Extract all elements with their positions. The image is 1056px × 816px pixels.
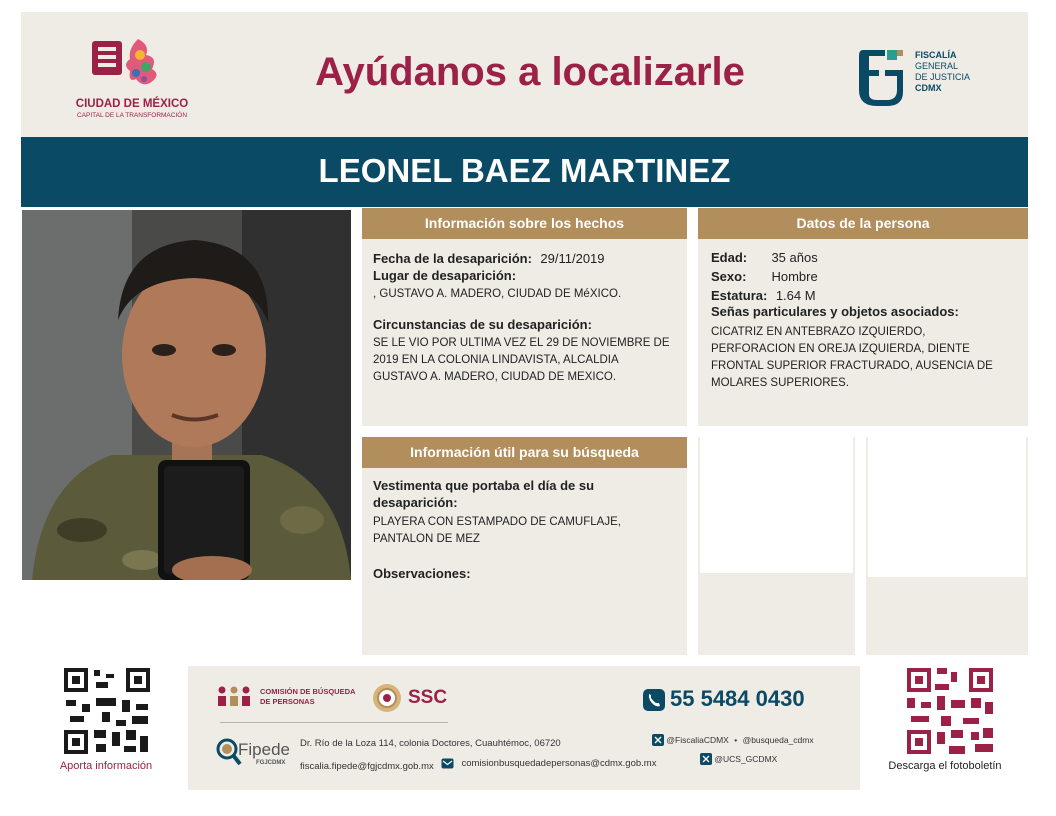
qr-code-icon xyxy=(62,666,152,756)
phone-icon xyxy=(642,688,666,712)
social-row-2 xyxy=(700,753,777,765)
fgj-line-4: CDMX xyxy=(915,83,942,93)
footer-divider xyxy=(220,722,448,723)
circunstancias-line-1: SE LE VIO POR ULTIMA VEZ EL 29 DE NOVIEMBRE DE xyxy=(373,337,670,349)
email-comision[interactable] xyxy=(441,755,656,773)
lugar-value: , GUSTAVO A. MADERO, CIUDAD DE MéXICO. xyxy=(373,288,622,300)
cdmx-logo xyxy=(72,35,192,119)
ssc-label: SSC xyxy=(408,687,448,708)
fgj-line-3: DE JUSTICIA xyxy=(915,72,971,82)
qr-left-caption: Aporta información xyxy=(59,760,153,772)
senas-line-1: CICATRIZ EN ANTEBRAZO IZQUIERDO, xyxy=(711,326,926,338)
sexo-label: Sexo: xyxy=(711,269,747,284)
social-separator: • xyxy=(734,735,738,745)
estatura-label: Estatura: xyxy=(711,288,768,303)
vestimenta-label-line-2: desaparición: xyxy=(373,495,458,510)
fgj-line-2: GENERAL xyxy=(915,61,959,71)
circunstancias-line-3: GUSTAVO A. MADERO, CIUDAD DE MEXICO. xyxy=(373,371,617,383)
person-photo xyxy=(22,210,351,580)
person-name: LEONEL BAEZ MARTINEZ xyxy=(318,152,731,189)
fipede-name: Fipede xyxy=(238,740,290,759)
social-ucs[interactable]: @UCS_GCDMX xyxy=(714,754,778,764)
lugar-label: Lugar de desaparición: xyxy=(373,268,517,283)
fipede-logo xyxy=(216,738,296,774)
qr-aporta-informacion[interactable] xyxy=(62,666,152,756)
senas-line-3: FRONTAL SUPERIOR FRACTURADO, AUSENCIA DE xyxy=(711,360,993,372)
senas-line-4: MOLARES SUPERIORES. xyxy=(711,377,850,389)
social-row-1 xyxy=(652,734,814,746)
senas-label: Señas particulares y objetos asociados: xyxy=(711,304,959,319)
x-social-icon xyxy=(652,734,664,746)
circunstancias-label: Circunstancias de su desaparición: xyxy=(373,317,592,332)
comision-logo xyxy=(218,686,363,710)
fecha-label: Fecha de la desaparición: xyxy=(373,251,532,266)
hechos-heading: Información sobre los hechos xyxy=(362,208,687,239)
fgj-emblem-icon xyxy=(855,46,907,106)
social-fiscalia[interactable]: @FiscaliaCDMX xyxy=(666,735,729,745)
extra-photo-slot-2 xyxy=(866,437,1028,655)
person-portrait-image xyxy=(22,210,351,580)
qr-right-caption: Descarga el fotoboletín xyxy=(888,760,1002,772)
fecha-value: 29/11/2019 xyxy=(540,251,605,266)
vestimenta-line-2: PANTALON DE MEZ xyxy=(373,533,480,545)
fgj-logo xyxy=(855,46,985,110)
email-icon xyxy=(441,758,454,769)
estatura-value: 1.64 M xyxy=(775,288,816,303)
social-busqueda[interactable]: @busqueda_cdmx xyxy=(742,735,814,745)
circunstancias-line-2: 2019 EN LA COLONIA LINDAVISTA, ALCALDIA xyxy=(373,354,619,366)
comision-line-1: COMISIÓN DE BÚSQUEDA xyxy=(260,687,356,696)
x-social-icon xyxy=(700,753,712,765)
comision-busqueda-icon xyxy=(218,686,252,708)
email-fipede-text: fiscalia.fipede@fgjcdmx.gob.mx xyxy=(300,761,434,772)
cdmx-emblem-icon xyxy=(72,35,192,91)
util-heading: Información útil para su búsqueda xyxy=(362,437,687,468)
fgj-line-1: FISCALÍA xyxy=(915,50,957,60)
ssc-logo xyxy=(372,683,452,713)
comision-line-2: DE PERSONAS xyxy=(260,697,315,706)
observaciones-label: Observaciones: xyxy=(373,566,471,581)
cdmx-name: CIUDAD DE MÉXICO xyxy=(75,98,189,110)
vestimenta-line-1: PLAYERA CON ESTAMPADO DE CAMUFLAJE, xyxy=(373,516,621,528)
senas-line-2: PERFORACION EN OREJA IZQUIERDA, DIENTE xyxy=(711,343,970,355)
phone-value: 55 5484 0430 xyxy=(670,686,805,711)
edad-label: Edad: xyxy=(711,250,748,265)
email-comision-text: comisionbusquedadepersonas@cdmx.gob.mx xyxy=(461,758,657,770)
email-fipede[interactable] xyxy=(300,756,434,774)
cdmx-subtitle: CAPITAL DE LA TRANSFORMACIÓN xyxy=(76,112,188,119)
phone-number[interactable] xyxy=(642,686,842,714)
fipede-sub: FGJCDMX xyxy=(256,760,286,766)
extra-photo-slot-1 xyxy=(698,437,855,655)
page-title: Ayúdanos a localizarle xyxy=(315,50,745,94)
datos-heading: Datos de la persona xyxy=(698,208,1028,239)
vestimenta-label-line-1: Vestimenta que portaba el día de su xyxy=(373,478,595,493)
edad-value: 35 años xyxy=(771,250,818,265)
address-text: Dr. Río de la Loza 114, colonia Doctores, Cuauhtémoc, 06720 xyxy=(300,738,561,749)
qr-descarga-fotoboletin[interactable] xyxy=(905,666,995,756)
qr-code-icon xyxy=(905,666,995,756)
sexo-value: Hombre xyxy=(771,269,818,284)
ssc-badge-icon xyxy=(372,683,402,713)
